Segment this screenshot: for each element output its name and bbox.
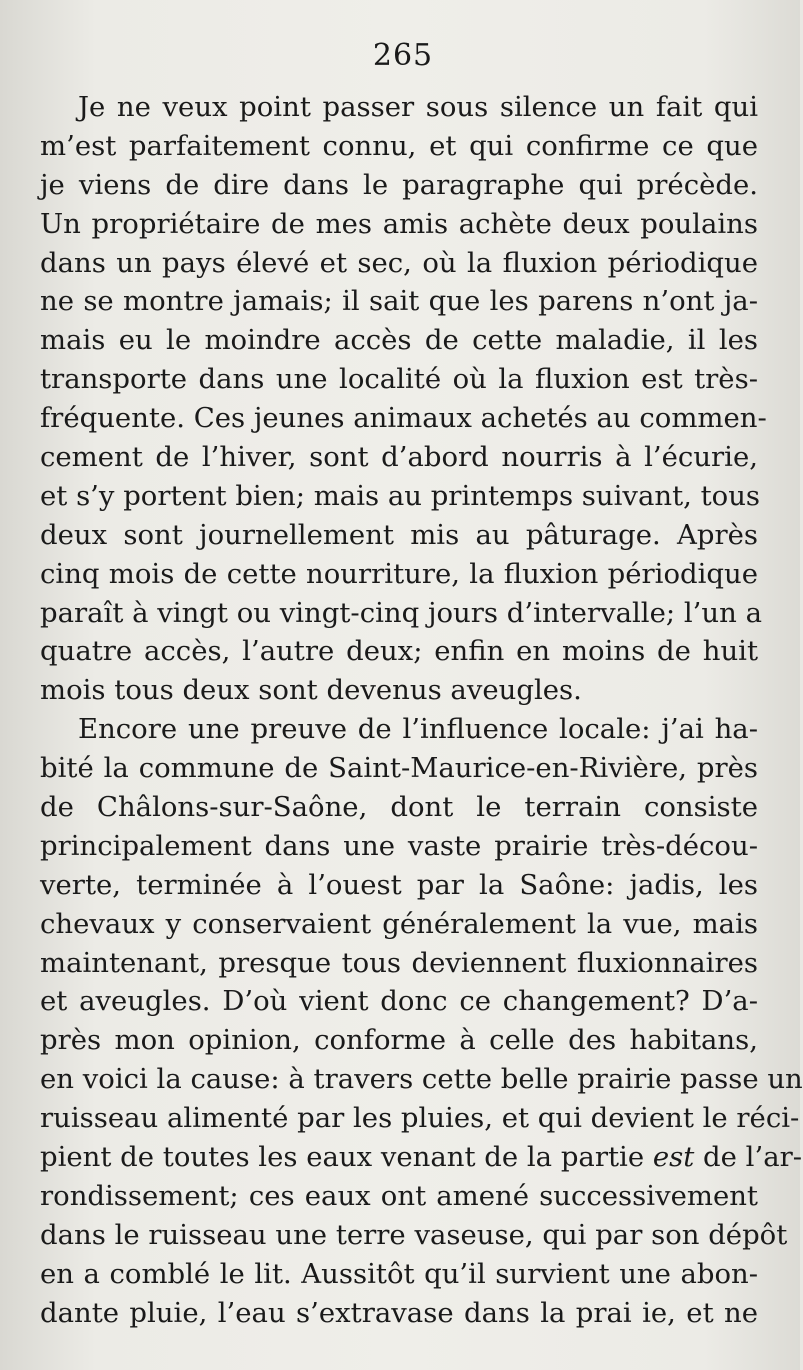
text-line: bité la commune de Saint-Maurice-en-Rivière, près (40, 752, 758, 785)
text-line: transporte dans une localité où la fluxion est très- (40, 363, 758, 396)
text-line: mais eu le moindre accès de cette maladie, il les (40, 324, 758, 357)
text-line: paraît à vingt ou vingt-cinq jours d’intervalle; l’un a (40, 596, 762, 629)
text-line: près mon opinion, conforme à celle des habitans, (40, 1024, 758, 1057)
paragraph-2 (40, 710, 803, 1332)
text-line: rondissement; ces eaux ont amené successivement (40, 1179, 758, 1212)
text-line: chevaux y conservaient généralement la vue, mais (40, 907, 758, 940)
text-line: Je ne veux point passer sous silence un fait qui (78, 91, 758, 123)
text-line: ne se montre jamais; il sait que les parens n’ont ja- (40, 285, 758, 318)
text-line: quatre accès, l’autre deux; enfin en moins de huit (40, 635, 758, 668)
text-line: mois tous deux sont devenus aveugles. (40, 674, 582, 707)
text-line: Encore une preuve de l’influence locale: j’ai ha- (78, 713, 758, 746)
paragraph-1 (40, 88, 767, 710)
text-line: cinq mois de cette nourriture, la fluxion périodique (40, 557, 758, 590)
text-line: m’est parfaitement connu, et qui confirme ce que (40, 129, 758, 162)
text-line: deux sont journellement mis au pâturage. Après (40, 518, 758, 551)
text-line: en a comblé le lit. Aussitôt qu’il survient une abon- (40, 1257, 758, 1290)
text-line: je viens de dire dans le paragraphe qui précède. (40, 168, 758, 201)
page-number: 265 (372, 38, 434, 73)
italic-word: est (652, 1141, 695, 1174)
text-line: maintenant, presque tous deviennent fluxionnaires (40, 946, 758, 979)
text-line: fréquente. Ces jeunes animaux achetés au commen- (40, 402, 767, 435)
text-line: principalement dans une vaste prairie très-décou- (40, 829, 758, 862)
text-line: verte, terminée à l’ouest par la Saône: jadis, les (40, 868, 758, 901)
text-line: en voici la cause: à travers cette belle prairie passe un (40, 1063, 803, 1096)
text-line: de Châlons-sur-Saône, dont le terrain consiste (40, 791, 758, 824)
text-line: ruisseau alimenté par les pluies, et qui devient le réci- (40, 1102, 800, 1135)
text-line: pient de toutes les eaux venant de la partie est de l’ar- (40, 1141, 803, 1174)
text-line: Un propriétaire de mes amis achète deux poulains (40, 207, 758, 240)
text-line: et aveugles. D’où vient donc ce changement? D’a- (40, 985, 758, 1018)
text-line: dans le ruisseau une terre vaseuse, qui par son dépôt (40, 1218, 788, 1251)
text-line: et s’y portent bien; mais au printemps suivant, tous (40, 479, 761, 512)
text-line: cement de l’hiver, sont d’abord nourris à l’écurie, (40, 441, 758, 474)
text-line: dans un pays élevé et sec, où la fluxion périodique (40, 246, 758, 279)
text-line: dante pluie, l’eau s’extravase dans la prai ie, et ne (40, 1296, 758, 1329)
